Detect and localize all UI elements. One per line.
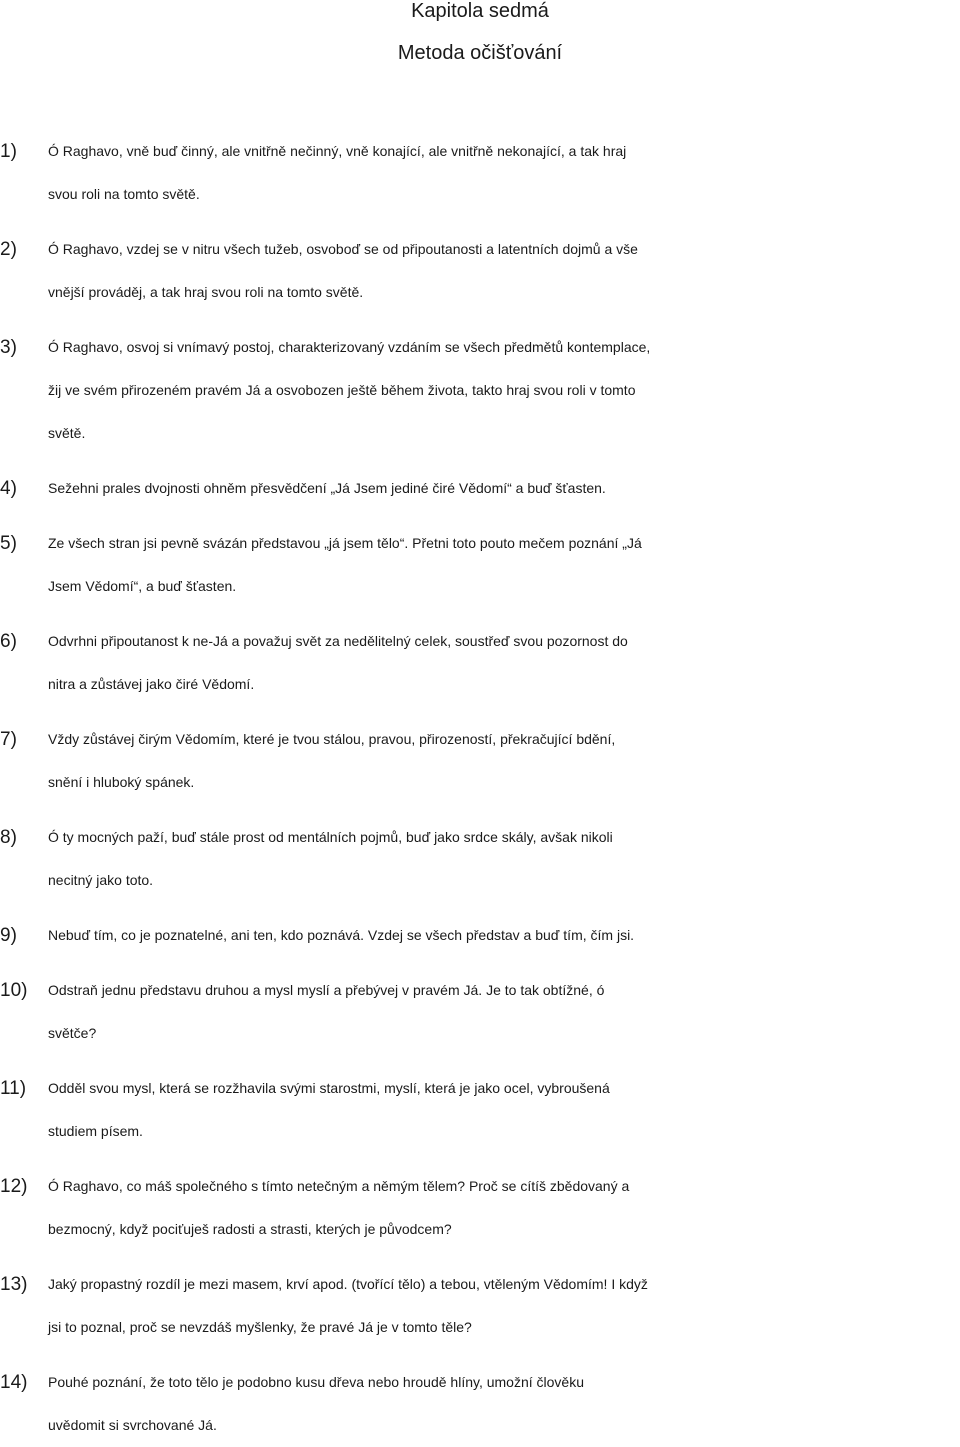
list-item [0,228,960,314]
item-number: 4) [0,478,17,499]
item-line: uvědomit si svrchované Já. [48,1417,217,1433]
chapter-subtitle: Metoda očišťování [397,42,563,64]
item-line: snění i hluboký spánek. [48,774,195,790]
item-line: světče? [48,1025,97,1041]
item-text [48,228,960,314]
item-line: Ó Raghavo, vzdej se v nitru všech tužeb, osvoboď se od připoutanosti a latentních dojmů a vše [48,241,638,257]
list-item [0,1361,960,1447]
item-line: svou roli na tomto světě. [48,186,200,202]
chapter-title: Kapitola sedmá [411,0,549,22]
item-line: nitra a zůstávej jako čiré Vědomí. [48,676,255,692]
item-line: Vždy zůstávej čirým Vědomím, které je tvou stálou, pravou, přirozeností, překračující bdění, [48,731,616,747]
item-line: Pouhé poznání, že toto tělo je podobno kusu dřeva nebo hroudě hlíny, umožní člověku [48,1374,584,1390]
item-line: světě. [48,425,86,441]
item-line: bezmocný, když pociťuješ radosti a strasti, kterých je původcem? [48,1221,452,1237]
list-item [0,718,960,804]
item-number: 8) [0,827,17,848]
list-item [0,1165,960,1251]
list-item [0,130,960,216]
item-number: 14) [0,1372,28,1393]
item-text [48,522,960,608]
item-text [48,1067,960,1153]
item-line: Jsem Vědomí“, a buď šťasten. [48,578,237,594]
item-line: Ze všech stran jsi pevně svázán představou „já jsem tělo“. Přetni toto pouto mečem poznání „Já [48,535,642,551]
item-line: Odstraň jednu představu druhou a mysl myslí a přebývej v pravém Já. Je to tak obtížné, ó [48,982,605,998]
list-item [0,914,960,957]
item-text [48,969,960,1055]
item-line: necitný jako toto. [48,872,154,888]
item-text [48,620,960,706]
item-text [48,1361,960,1447]
item-number: 2) [0,239,17,260]
list-item [0,522,960,608]
item-number: 3) [0,337,17,358]
item-line: Ó ty mocných paží, buď stále prost od mentálních pojmů, buď jako srdce skály, avšak nikoli [48,829,613,845]
item-line: Odděl svou mysl, která se rozžhavila svými starostmi, myslí, která je jako ocel, vybroušená [48,1080,610,1096]
item-line: studiem písem. [48,1123,143,1139]
item-line: vnější prováděj, a tak hraj svou roli na tomto světě. [48,284,364,300]
item-text [48,326,960,455]
list-item [0,816,960,902]
item-number: 13) [0,1274,28,1295]
item-line: Sežehni prales dvojnosti ohněm přesvědčení „Já Jsem jediné čiré Vědomí“ a buď šťasten. [48,480,606,496]
list-item [0,1067,960,1153]
item-text [48,1263,960,1349]
item-text [48,1165,960,1251]
item-number: 9) [0,925,17,946]
list-item [0,969,960,1055]
item-number: 5) [0,533,17,554]
item-line: jsi to poznal, proč se nevzdáš myšlenky, že pravé Já je v tomto těle? [48,1319,472,1335]
item-text [48,467,960,510]
item-line: Ó Raghavo, co máš společného s tímto netečným a němým tělem? Proč se cítíš zbědovaný a [48,1178,630,1194]
item-text [48,914,960,957]
item-number: 10) [0,980,28,1001]
item-number: 11) [0,1078,27,1099]
item-line: Jaký propastný rozdíl je mezi masem, krví apod. (tvořící tělo) a tebou, vtěleným Vědomím! I když [48,1276,648,1292]
item-text [48,718,960,804]
item-text [48,130,960,216]
list-item [0,1263,960,1349]
item-number: 6) [0,631,17,652]
item-number: 7) [0,729,17,750]
list-item [0,620,960,706]
item-line: Ó Raghavo, vně buď činný, ale vnitřně nečinný, vně konající, ale vnitřně nekonající, a tak hraj [48,143,627,159]
list-item [0,467,960,510]
item-line: Odvrhni připoutanost k ne-Já a považuj svět za nedělitelný celek, soustřeď svou pozornost do [48,633,628,649]
item-line: Nebuď tím, co je poznatelné, ani ten, kdo poznává. Vzdej se všech představ a buď tím, čím jsi. [48,927,635,943]
item-number: 12) [0,1176,28,1197]
item-line: Ó Raghavo, osvoj si vnímavý postoj, charakterizovaný vzdáním se všech předmětů kontemplace, [48,339,651,355]
item-number: 1) [0,141,17,162]
item-line: žij ve svém přirozeném pravém Já a osvobozen ještě během života, takto hraj svou roli v tomto [48,382,636,398]
item-text [48,816,960,902]
list-item [0,326,960,455]
